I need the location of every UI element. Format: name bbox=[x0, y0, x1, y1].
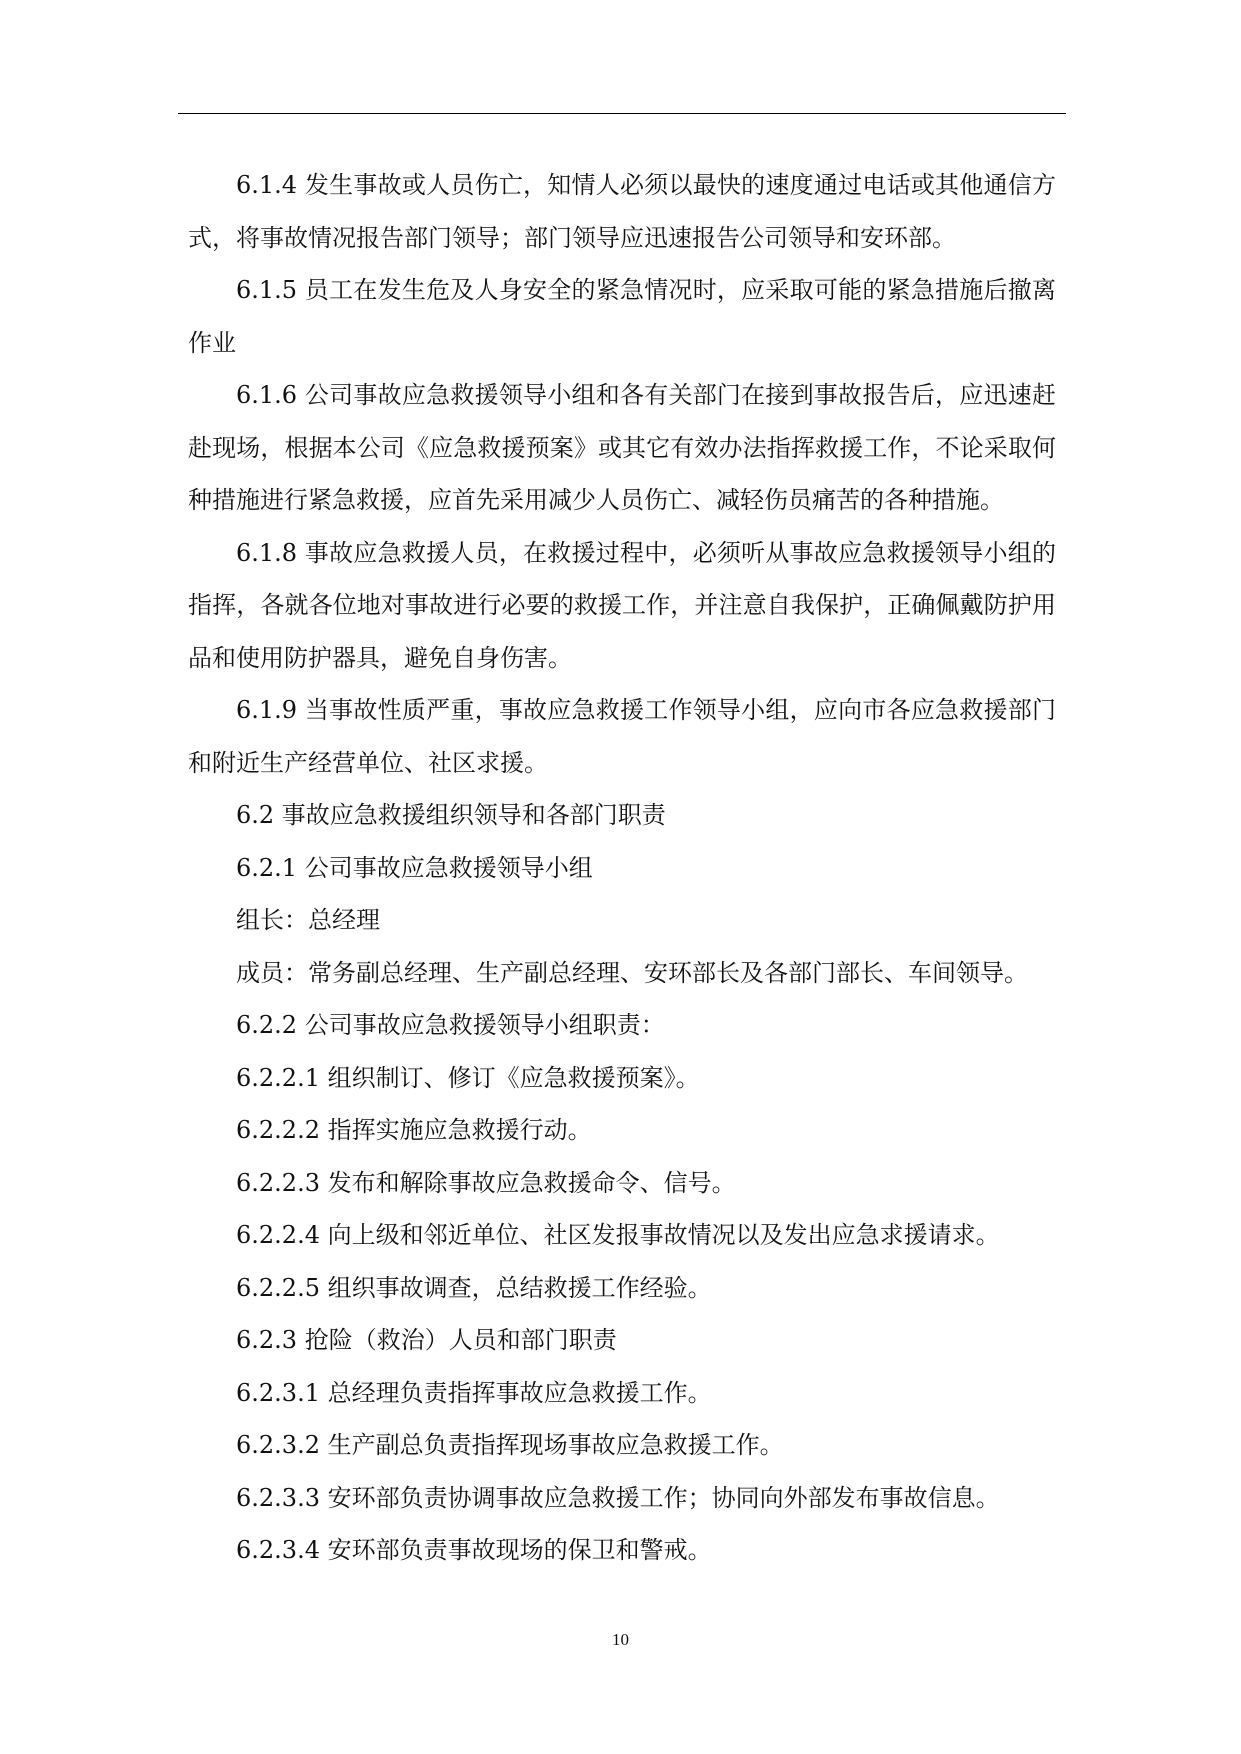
paragraph-team-members: 成员：常务副总经理、生产副总经理、安环部长及各部门部长、车间领导。 bbox=[236, 958, 1028, 987]
paragraph-6-2-2-1: 6.2.2.1 组织制订、修订《应急救援预案》。 bbox=[236, 1063, 700, 1092]
paragraph-6-1-6: 6.1.6 公司事故应急救援领导小组和各有关部门在接到事故报告后，应迅速赶赴现场，根据本公司《应急救援预案》或其它有效办法指挥救援工作，不论采取何种措施进行紧急救援，应首先采用减少人员伤亡、减轻伤员痛苦的各种措施。 bbox=[188, 381, 1056, 514]
heading-6-2-2: 6.2.2 公司事故应急救援领导小组职责： bbox=[236, 1011, 665, 1039]
page-number: 10 bbox=[612, 1630, 629, 1649]
paragraph-6-2-2-3: 6.2.2.3 发布和解除事故应急救援命令、信号。 bbox=[236, 1168, 736, 1197]
paragraph-6-2-2-4: 6.2.2.4 向上级和邻近单位、社区发报事故情况以及发出应急求援请求。 bbox=[236, 1221, 1000, 1249]
paragraph-6-1-9: 6.1.9 当事故性质严重，事故应急救援工作领导小组，应向市各应急救援部门和附近生产经营单位、社区求援。 bbox=[188, 696, 1056, 777]
header-rule bbox=[178, 113, 1066, 114]
paragraph-6-1-5: 6.1.5 员工在发生危及人身安全的紧急情况时，应采取可能的紧急措施后撤离作业 bbox=[188, 276, 1056, 357]
heading-6-2-3: 6.2.3 抢险（救治）人员和部门职责 bbox=[236, 1326, 617, 1354]
paragraph-6-1-8: 6.1.8 事故应急救援人员，在救援过程中，必须听从事故应急救援领导小组的指挥，各就各位地对事故进行必要的救援工作，并注意自我保护，正确佩戴防护用品和使用防护器具，避免自身伤害。 bbox=[188, 538, 1056, 672]
paragraph-6-2-2-5: 6.2.2.5 组织事故调查，总结救援工作经验。 bbox=[236, 1273, 712, 1302]
paragraph-6-2-2-2: 6.2.2.2 指挥实施应急救援行动。 bbox=[236, 1116, 592, 1144]
paragraph-6-2-3-1: 6.2.3.1 总经理负责指挥事故应急救援工作。 bbox=[236, 1378, 712, 1407]
paragraph-6-1-4: 6.1.4 发生事故或人员伤亡，知情人必须以最快的速度通过电话或其他通信方式，将事故情况报告部门领导；部门领导应迅速报告公司领导和安环部。 bbox=[188, 171, 1056, 252]
document-body bbox=[188, 159, 1056, 1577]
paragraph-team-leader: 组长：总经理 bbox=[236, 906, 380, 934]
heading-6-2: 6.2 事故应急救援组织领导和各部门职责 bbox=[236, 801, 666, 829]
heading-6-2-1: 6.2.1 公司事故应急救援领导小组 bbox=[236, 853, 593, 882]
paragraph-6-2-3-2: 6.2.3.2 生产副总负责指挥现场事故应急救援工作。 bbox=[236, 1431, 784, 1459]
paragraph-6-2-3-4: 6.2.3.4 安环部负责事故现场的保卫和警戒。 bbox=[236, 1536, 712, 1564]
paragraph-6-2-3-3: 6.2.3.3 安环部负责协调事故应急救援工作；协同向外部发布事故信息。 bbox=[236, 1483, 1000, 1512]
